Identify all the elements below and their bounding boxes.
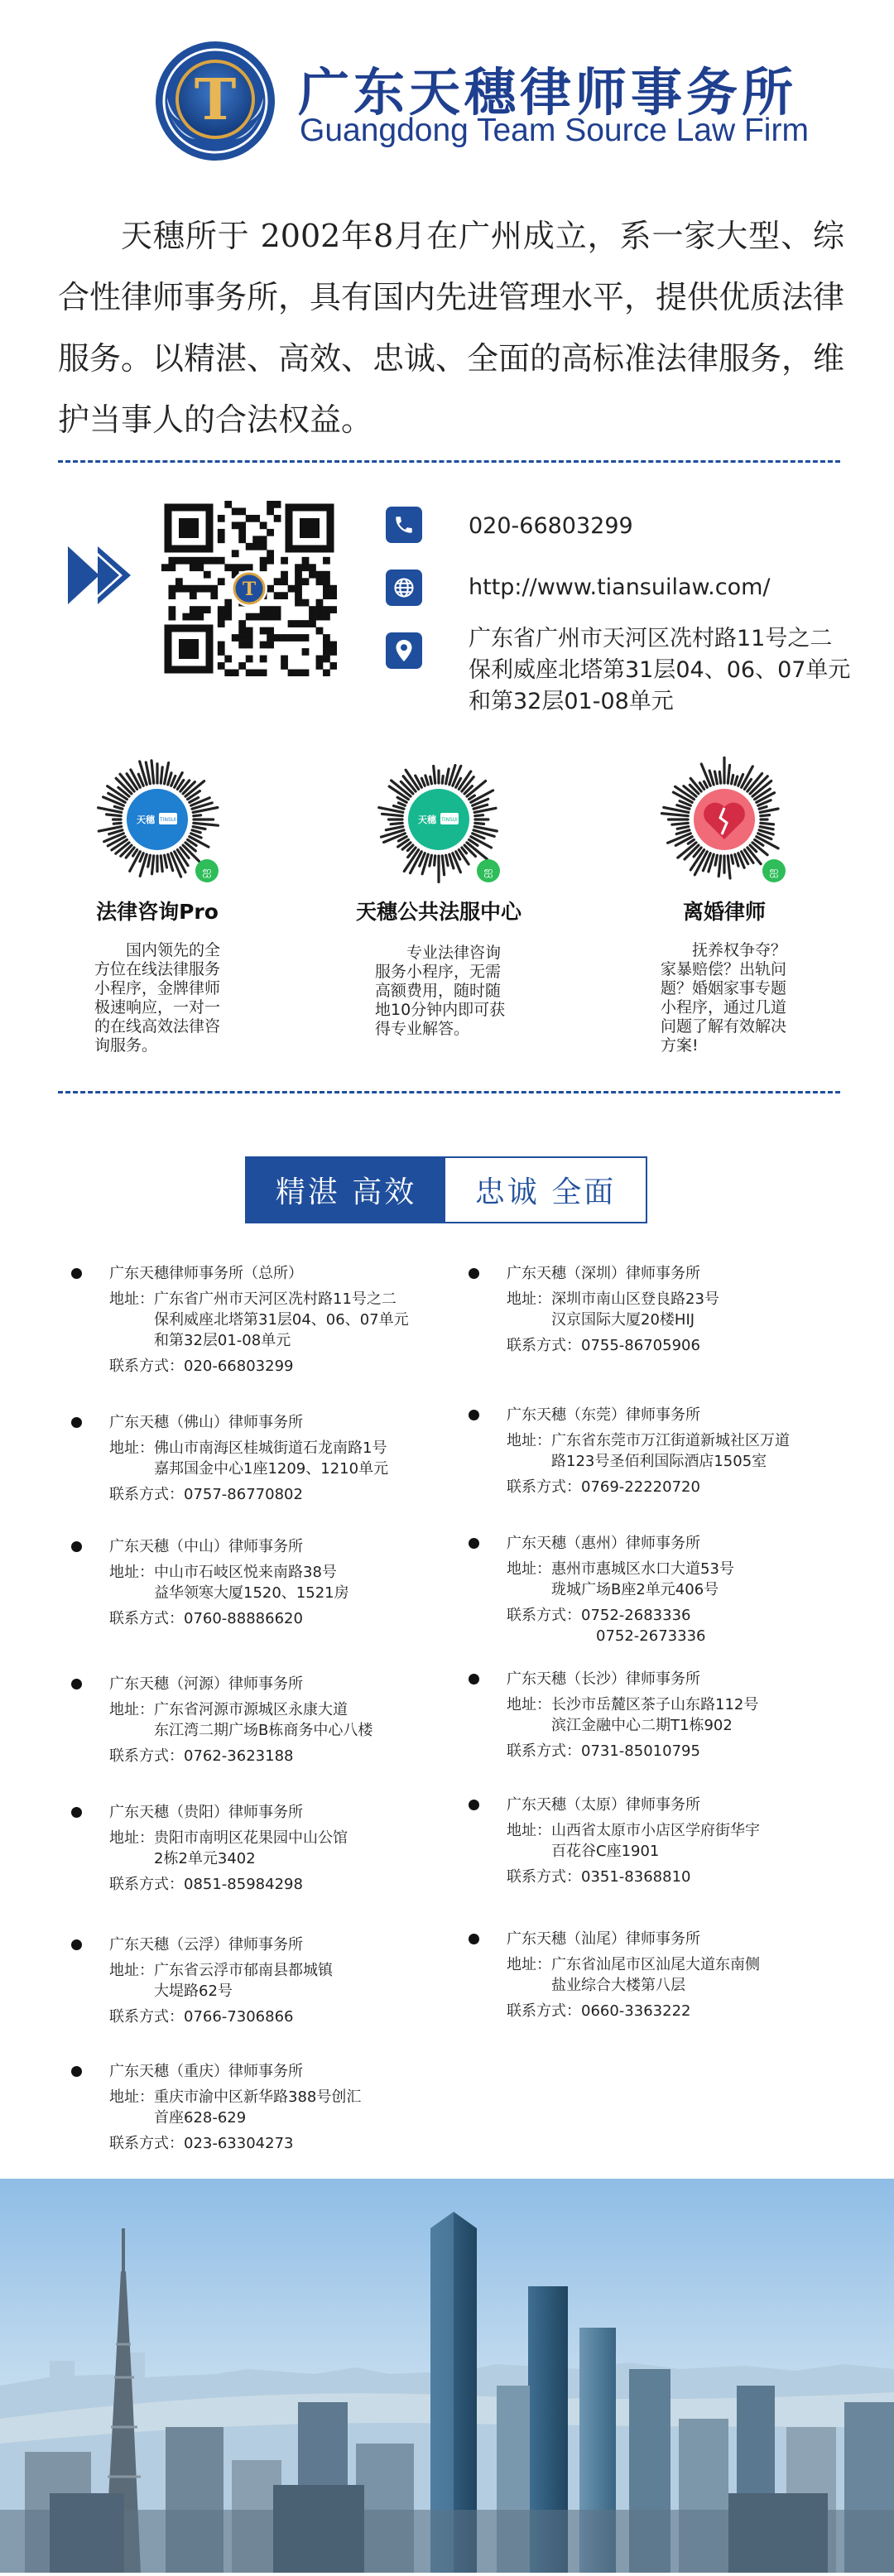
globe-icon (386, 570, 422, 606)
mini-program-desc-public-service: 专业法律咨询服务小程序，无需高额费用，随时随地10分钟内即可获得专业解答。 (375, 944, 506, 1038)
location-icon (386, 632, 422, 669)
double-arrow-icon (68, 546, 132, 608)
phone-label: 联系方式： (507, 1607, 581, 1624)
office-left-3 (109, 1674, 372, 1766)
office-phone[interactable]: 0755-86705906 (581, 1337, 700, 1354)
office-address: 中山市石岐区悦来南路38号 益华领寒大厦1520、1521房 (154, 1564, 349, 1602)
office-phone[interactable]: 0351-8368810 (581, 1868, 691, 1886)
svg-text:T: T (242, 579, 257, 600)
phone-label: 联系方式： (109, 1747, 184, 1765)
svg-text:T: T (194, 67, 237, 133)
office-phone-2[interactable]: 0752-2673336 (596, 1627, 706, 1645)
slogan-right: 忠诚 全面 (474, 1175, 617, 1209)
phone-label: 联系方式： (507, 1868, 581, 1886)
office-name: 广东天穗律师事务所（总所） (109, 1265, 303, 1282)
mini-program-title-legal-consult: 法律咨询Pro (96, 900, 219, 924)
office-address: 贵阳市南明区花果园中山公馆 2栋2单元3402 (154, 1829, 348, 1867)
mini-program-code-divorce[interactable] (658, 753, 791, 886)
office-address: 广东省东莞市万江街道新城社区万道 路123号圣佰利国际酒店1505室 (551, 1432, 790, 1470)
office-phone[interactable]: 0760-88886620 (184, 1610, 303, 1627)
office-name: 广东天穗（东莞）律师事务所 (507, 1406, 700, 1424)
mini-program-code-legal-consult[interactable] (91, 753, 223, 886)
office-phone[interactable]: 0731-85010795 (581, 1742, 700, 1760)
office-address: 广东省河源市源城区永康大道 东江湾二期广场B栋商务中心八楼 (154, 1701, 373, 1739)
office-address: 山西省太原市小店区学府街华宇 百花谷C座1901 (551, 1822, 760, 1860)
mini-program-desc-divorce: 抚养权争夺？家暴赔偿？出轨问题？婚姻家事专题小程序，通过几道问题了解有效解决方案! (661, 941, 787, 1055)
phone-label: 联系方式： (507, 1742, 581, 1760)
bullet-icon (71, 1268, 82, 1279)
office-left-0 (109, 1263, 409, 1377)
office-address: 惠州市惠城区水口大道53号 珑城广场B座2单元406号 (551, 1560, 734, 1598)
address-line-3: 和第32层01-08单元 (469, 689, 674, 714)
office-phone[interactable]: 020-66803299 (184, 1358, 294, 1375)
office-phone[interactable]: 0766-7306866 (184, 2008, 294, 2026)
office-phone[interactable]: 0851-85984298 (184, 1876, 303, 1893)
address-label: 地址： (507, 1560, 551, 1578)
office-phone[interactable]: 0752-2683336 (581, 1607, 691, 1624)
office-phone[interactable]: 023-63304273 (184, 2135, 294, 2152)
office-address: 广东省云浮市郁南县都城镇 大堤路62号 (154, 1962, 333, 2000)
office-left-2 (109, 1536, 349, 1629)
svg-text:天穗: 天穗 (418, 815, 436, 825)
office-right-5 (507, 1929, 760, 2021)
office-name: 广东天穗（中山）律师事务所 (109, 1538, 303, 1555)
city-skyline-image (0, 2179, 894, 2573)
bullet-icon (71, 1679, 82, 1689)
office-left-5 (109, 1934, 333, 2027)
divider-top (58, 460, 840, 463)
qr-code (161, 501, 337, 676)
intro-paragraph: 天穗所于 2002年8月在广州成立，系一家大型、综合性律师事务所，具有国内先进管理水平，提供优质法律服务。以精湛、高效、忠诚、全面的高标准法律服务，维护当事人的合法权益。 (58, 218, 845, 438)
svg-text:ஐ: ஐ (769, 865, 779, 878)
office-name: 广东天穗（贵阳）律师事务所 (109, 1804, 303, 1821)
office-right-1 (507, 1405, 790, 1497)
firm-logo (154, 40, 276, 162)
office-right-4 (507, 1795, 760, 1887)
office-name: 广东天穗（佛山）律师事务所 (109, 1414, 303, 1431)
bullet-icon (469, 1268, 479, 1279)
address-label: 地址： (109, 1829, 154, 1847)
office-phone[interactable]: 0762-3623188 (184, 1747, 294, 1765)
phone-icon (386, 507, 422, 543)
office-name: 广东天穗（重庆）律师事务所 (109, 2063, 303, 2080)
phone-label: 联系方式： (109, 1876, 184, 1893)
bullet-icon (71, 1417, 82, 1428)
office-name: 广东天穗（长沙）律师事务所 (507, 1670, 700, 1688)
phone-label: 联系方式： (507, 1478, 581, 1496)
bullet-icon (71, 1807, 82, 1818)
bullet-icon (469, 1538, 479, 1549)
office-right-0 (507, 1263, 719, 1356)
phone-label: 联系方式： (507, 2002, 581, 2020)
bullet-icon (71, 1939, 82, 1950)
address-label: 地址： (507, 1822, 551, 1839)
phone-label: 联系方式： (109, 1610, 184, 1627)
phone-label: 联系方式： (109, 1358, 184, 1375)
mini-program-title-divorce: 离婚律师 (682, 900, 766, 924)
svg-text:ஐ: ஐ (483, 865, 493, 878)
office-name: 广东天穗（太原）律师事务所 (507, 1796, 700, 1814)
divider-middle (58, 1091, 840, 1093)
bullet-icon (71, 2066, 82, 2077)
firm-name-chinese: 广东天穗律师事务所 (298, 62, 798, 123)
address-label: 地址： (109, 1962, 154, 1979)
bullet-icon (71, 1541, 82, 1552)
phone-label: 联系方式： (109, 2135, 184, 2152)
office-name: 广东天穗（云浮）律师事务所 (109, 1936, 303, 1954)
address-label: 地址： (109, 1701, 154, 1718)
phone-label: 联系方式： (507, 1337, 581, 1354)
office-name: 广东天穗（惠州）律师事务所 (507, 1535, 700, 1552)
office-phone[interactable]: 0769-22220720 (581, 1478, 700, 1496)
office-left-1 (109, 1412, 388, 1505)
svg-text:TINSUI: TINSUI (441, 817, 458, 823)
bullet-icon (469, 1410, 479, 1420)
slogan-left: 精湛 高效 (247, 1158, 445, 1222)
office-name: 广东天穗（河源）律师事务所 (109, 1675, 303, 1693)
office-address: 广东省广州市天河区冼村路11号之二 保利威座北塔第31层04、06、07单元 和第32层01-08单元 (154, 1290, 409, 1349)
mini-program-title-public-service: 天穗公共法服中心 (355, 900, 522, 924)
office-name: 广东天穗（汕尾）律师事务所 (507, 1930, 700, 1948)
phone-label: 联系方式： (109, 1486, 184, 1503)
address-line-1: 广东省广州市天河区冼村路11号之二 (469, 626, 833, 651)
office-address: 深圳市南山区登良路23号 汉京国际大厦20楼HIJ (551, 1290, 719, 1329)
office-address: 长沙市岳麓区茶子山东路112号 滨江金融中心二期T1栋902 (551, 1696, 759, 1734)
office-left-4 (109, 1802, 348, 1895)
office-phone[interactable]: 0757-86770802 (184, 1486, 303, 1503)
address-label: 地址： (109, 1564, 154, 1581)
svg-text:天穗: 天穗 (137, 815, 155, 825)
address-label: 地址： (507, 1696, 551, 1713)
office-phone[interactable]: 0660-3363222 (581, 2002, 691, 2020)
address-label: 地址： (109, 1439, 154, 1457)
address-label: 地址： (507, 1290, 551, 1308)
bullet-icon (469, 1800, 479, 1810)
office-address: 重庆市渝中区新华路388号创汇 首座628-629 (154, 2088, 362, 2127)
address-label: 地址： (109, 1290, 154, 1308)
svg-text:ஐ: ஐ (202, 865, 212, 878)
phone-number[interactable]: 020-66803299 (469, 513, 633, 539)
slogan-banner (245, 1156, 647, 1223)
address-label: 地址： (507, 1432, 551, 1449)
office-name: 广东天穗（深圳）律师事务所 (507, 1265, 700, 1282)
address-line-2: 保利威座北塔第31层04、06、07单元 (469, 657, 851, 683)
bullet-icon (469, 1934, 479, 1944)
website-link[interactable]: http://www.tiansuilaw.com/ (469, 574, 771, 600)
svg-text:TINSUI: TINSUI (160, 817, 176, 823)
office-left-6 (109, 2061, 361, 2154)
address-label: 地址： (507, 1956, 551, 1973)
mini-program-desc-legal-consult: 国内领先的全方位在线法律服务小程序，金牌律师极速响应，一对一的在线高效法律咨询服务。 (94, 941, 221, 1055)
firm-name-english: Guangdong Team Source Law Firm (300, 113, 809, 148)
bullet-icon (469, 1674, 479, 1684)
office-right-2 (507, 1533, 734, 1646)
address-label: 地址： (109, 2088, 154, 2106)
office-right-3 (507, 1669, 758, 1761)
phone-label: 联系方式： (109, 2008, 184, 2026)
office-address: 广东省汕尾市区汕尾大道东南侧 盐业综合大楼第八层 (551, 1956, 760, 1994)
mini-program-code-public-service[interactable] (372, 753, 505, 886)
office-address: 佛山市南海区桂城街道石龙南路1号 嘉邦国金中心1座1209、1210单元 (154, 1439, 389, 1478)
